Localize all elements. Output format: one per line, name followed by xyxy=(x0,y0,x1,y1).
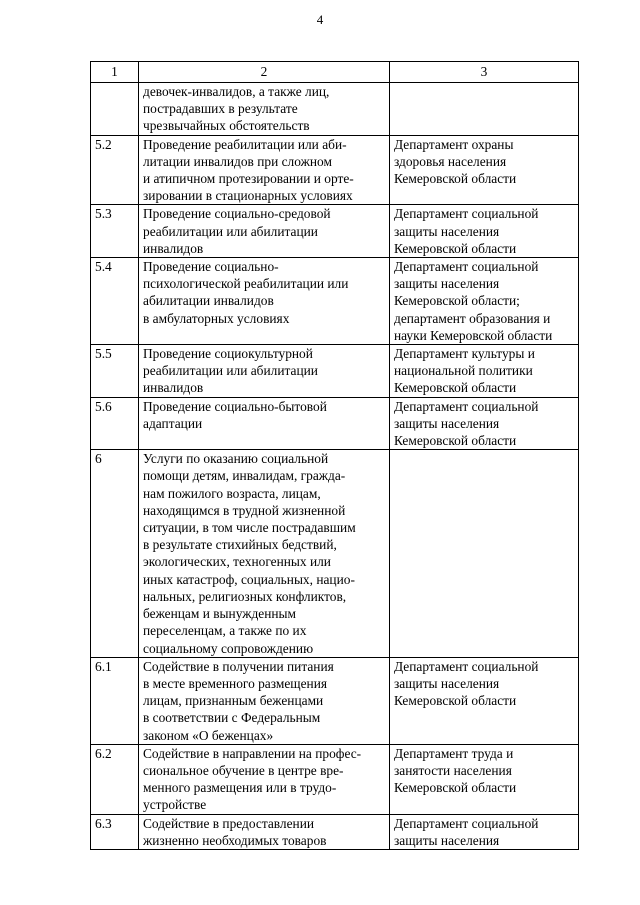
row-number-cell: 5.5 xyxy=(91,345,139,398)
department-cell: Департамент социальной защиты населения Кемеровской области xyxy=(390,397,579,450)
table-row xyxy=(91,397,579,450)
column-header-1: 1 xyxy=(91,62,139,83)
table-row xyxy=(91,450,579,657)
row-number-cell: 6.1 xyxy=(91,657,139,744)
service-cell: Услуги по оказанию социальной помощи детям, инвалидам, гражда- нам пожилого возраста, лицам, находящимся в трудной жизненной ситуации, в том числе пострадавшим в результате стихийных бедствий, экологических, техногенных или иных катастроф, социальных, нацио- нальных, религиозных конфликтов, беженцам и вынужденным переселенцам, а также по их социальному сопровождению xyxy=(139,450,390,657)
table-row xyxy=(91,205,579,258)
column-header-2: 2 xyxy=(139,62,390,83)
table-row xyxy=(91,135,579,205)
table-row xyxy=(91,258,579,345)
department-cell: Департамент культуры и национальной политики Кемеровской области xyxy=(390,345,579,398)
department-cell: Департамент социальной защиты населения Кемеровской области xyxy=(390,205,579,258)
table-row xyxy=(91,814,579,849)
department-cell xyxy=(390,83,579,136)
row-number-cell: 6.2 xyxy=(91,744,139,814)
row-number-cell: 5.4 xyxy=(91,258,139,345)
service-cell: Содействие в предоставлении жизненно необходимых товаров xyxy=(139,814,390,849)
service-cell: Проведение социокультурной реабилитации или абилитации инвалидов xyxy=(139,345,390,398)
page-number: 4 xyxy=(316,12,324,27)
row-number-cell: 6 xyxy=(91,450,139,657)
row-number-cell: 6.3 xyxy=(91,814,139,849)
department-cell: Департамент социальной защиты населения Кемеровской области; департамент образования и науки Кемеровской области xyxy=(390,258,579,345)
department-cell: Департамент труда и занятости населения Кемеровской области xyxy=(390,744,579,814)
service-cell: Проведение социально- психологической реабилитации или абилитации инвалидов в амбулаторных условиях xyxy=(139,258,390,345)
table-row xyxy=(91,83,579,136)
services-table xyxy=(90,61,579,850)
service-cell: Проведение реабилитации или аби- литации инвалидов при сложном и атипичном протезировании и орте- зировании в стационарных условиях xyxy=(139,135,390,205)
row-number-cell: 5.3 xyxy=(91,205,139,258)
department-cell xyxy=(390,450,579,657)
department-cell: Департамент социальной защиты населения Кемеровской области xyxy=(390,657,579,744)
table-header-row xyxy=(91,62,579,83)
service-cell: девочек-инвалидов, а также лиц, пострадавших в результате чрезвычайных обстоятельств xyxy=(139,83,390,136)
row-number-cell xyxy=(91,83,139,136)
table-row xyxy=(91,657,579,744)
service-cell: Содействие в получении питания в месте временного размещения лицам, признанным беженцами в соответствии с Федеральным законом «О беженцах» xyxy=(139,657,390,744)
table-row xyxy=(91,345,579,398)
service-cell: Содействие в направлении на профес- сиональное обучение в центре вре- менного размещения или в трудо- устройстве xyxy=(139,744,390,814)
table-row xyxy=(91,744,579,814)
row-number-cell: 5.2 xyxy=(91,135,139,205)
row-number-cell: 5.6 xyxy=(91,397,139,450)
column-header-3: 3 xyxy=(390,62,579,83)
service-cell: Проведение социально-средовой реабилитации или абилитации инвалидов xyxy=(139,205,390,258)
department-cell: Департамент социальной защиты населения xyxy=(390,814,579,849)
service-cell: Проведение социально-бытовой адаптации xyxy=(139,397,390,450)
department-cell: Департамент охраны здоровья населения Кемеровской области xyxy=(390,135,579,205)
